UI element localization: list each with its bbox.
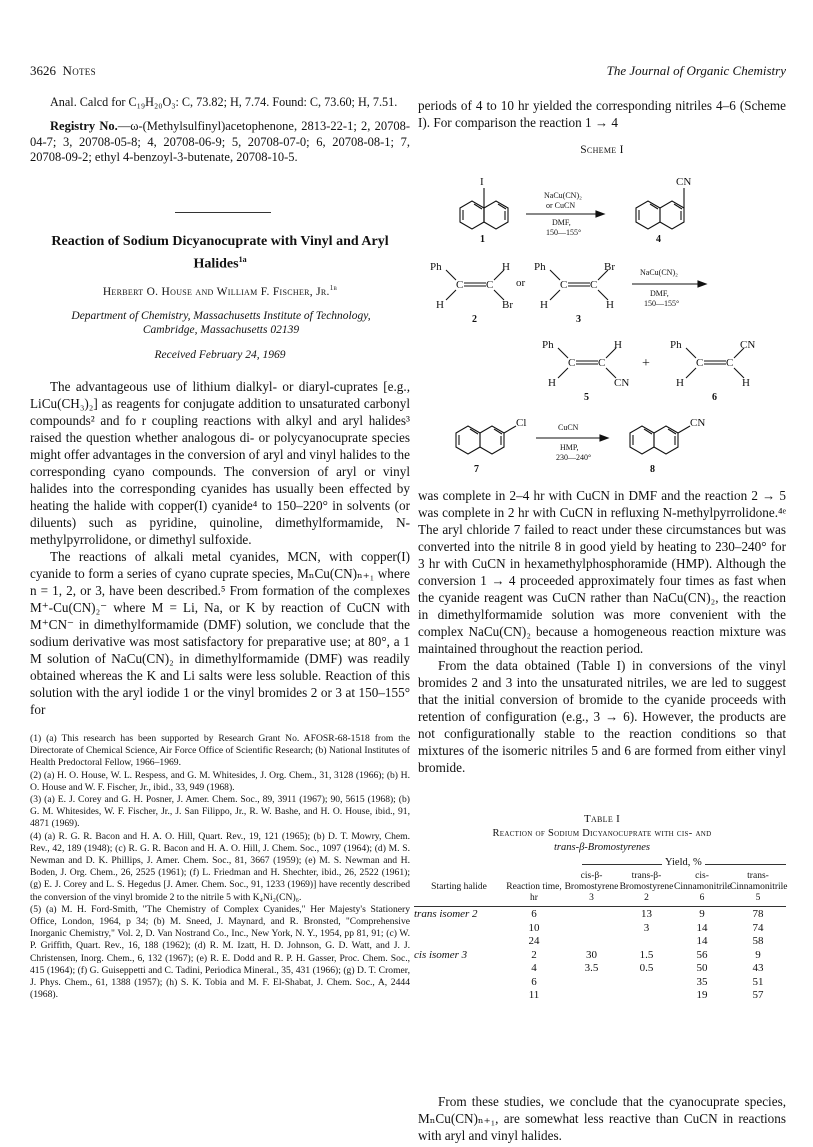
atom-c: C (696, 357, 704, 369)
compound-number-4: 4 (656, 234, 661, 245)
table-caption-1: Reaction of Sodium Dicyanocuprate with cis- and (492, 828, 712, 839)
table-cell (564, 935, 619, 949)
or-text: or (516, 277, 526, 289)
right-text-bottom (418, 1093, 786, 1144)
atom-cn-8: CN (690, 417, 706, 429)
table-body (414, 907, 786, 1003)
naphthonitrile-structure (636, 188, 684, 229)
section-name: Notes (62, 63, 96, 78)
table-cell: 78 (752, 908, 764, 920)
reagent-2: NaCu(CN)₂ (640, 268, 678, 277)
table-header-row (414, 871, 786, 907)
affiliation: Department of Chemistry, Massachusetts Institute of Technology, Cambridge, Massachusetts 02139 (71, 310, 371, 336)
table-row (414, 922, 786, 936)
table-cell: 14 (696, 935, 708, 947)
atom-c: C (590, 279, 598, 291)
table-row (414, 949, 786, 963)
table-cell (619, 935, 674, 949)
table-row (414, 935, 786, 949)
atom-ph: Ph (534, 261, 546, 273)
table-cell-halide (414, 935, 504, 949)
table-cell: 11 (528, 989, 540, 1001)
table-cell-halide (414, 976, 504, 990)
table-cell: 6 (531, 908, 537, 920)
left-body (30, 378, 410, 718)
atom-c: C (598, 357, 606, 369)
header-cis-cinnamonitrile: cis-Cinnamonitrile 6 (674, 871, 732, 903)
atom-i: I (480, 176, 484, 188)
header-trans-bromostyrene: trans-β-Bromostyrene 2 (619, 871, 674, 903)
table-cell (619, 976, 674, 990)
temperature-1: 150—155° (546, 228, 582, 237)
footnote-5: (5) (a) M. H. Ford-Smith, "The Chemistry of Complex Cyanides," Her Majesty's Stationery Office, London, 1964, p 34; (b) M. Sneed, J. Maynard, and R. Bronsted, "Comprehensive Inorganic Chemistry," Vol. 2, D. Van Nostrand Co., Inc., New York, N. Y., 1954, pp 81, 91; (c) W. P. Griffith, Quart. Rev., 16, 188 (1962); (d) R. M. Izatt, H. D. Johnson, G. D. Watt, and J. J. Christensen, Inorg. Chem., 6, 132 (1967); (e) R. E. Dodd and R. P. H. Gasser, Proc. Chem. Soc., 415 (1964); (f) G. Guiseppetti and C. Tadini, Periodica Mineral., 35, 431 (1966); (g) D. T. Cromer, J. Phys. Chem., 61, 1388 (1957); (h) S. K. Tobia and M. F. El-Shabat, J. Chem. Soc., A, 2444 (1968). (30, 903, 410, 1001)
received-date: Received February 24, 1969 (154, 349, 286, 361)
table-cell: 9 (699, 908, 705, 920)
paragraph-intro: The advantageous use of lithium dialkyl- or diaryl-cuprates [e.g., LiCu(CH₃)₂] as reagents for conjugate addition to unsaturated carbonyl compounds² and fo r coupling reactions with alkyl and aryl halides³ raised the question whether analogous di- or polycyanocuprate species might offer advantages in the conversion of aryl and vinyl halides to the corresponding cyano compounds. The conversion of aryl or vinyl halides into the corresponding cyanides has usually been effected by heating the halide with copper(I) cyanide⁴ to 150–220° in solvents (or diluents) such as pyridine, quinoline, dimethylformamide, N-methylpyrrolidone, or dimethyl sulfoxide. (30, 379, 410, 547)
reagent-1: NaCu(CN)₂ (544, 191, 582, 200)
atom-br: Br (502, 299, 513, 311)
atom-h: H (436, 299, 444, 311)
table-cell: 3.5 (584, 962, 599, 974)
registry-paragraph (30, 119, 410, 166)
table-cell: 0.5 (639, 962, 654, 974)
reagent-1-or: or CuCN (546, 201, 576, 210)
article-authors: Herbert O. House and William F. Fischer, Jr.$^{1b}$ (102, 284, 338, 298)
table-cell (564, 908, 619, 922)
journal-name: The Journal of Organic Chemistry (606, 63, 786, 78)
atom-cn-4: CN (676, 176, 692, 188)
paragraph-conclusion: From these studies, we conclude that the cyanocuprate species, MₙCu(CN)ₙ₊₁, are somewhat less reactive than CuCN in reactions with aryl and vinyl halides. (418, 1094, 786, 1143)
atom-ph: Ph (542, 339, 554, 351)
yield-header: Yield, % (662, 857, 705, 868)
footnote-4: (4) (a) R. G. R. Bacon and H. A. O. Hill, Quart. Rev., 19, 121 (1965); (b) D. T. Mowry, Chem. Rev., 42, 189 (1948); (c) R. G. R. Bacon and H. A. O. Hill, J. Chem. Soc., 1097 (1964); (d) M. S. Newman and D. K. Phillips, J. Amer. Chem. Soc., 81, 3667 (1959); (e) M. S. Newman and H. Boden, J. Org. Chem., 26, 2525 (1961); (f) L. Friedman and H. Shechter, ibid., 26, 2522 (1961); (g) E. J. Corey and L. S. Hegedus [J. Amer. Chem. Soc., 91, 1233 (1969)] have recently described the conversion of the vinyl bromide 2 to the nitrile 5 with K₄Ni₂(CN)₆. (30, 830, 410, 903)
vinyl-bromide-2-structure (446, 270, 504, 300)
analysis-line: Anal. Calcd for C₁₉H₂₀O₃: C, 73.82; H, 7.74. Found: C, 73.60; H, 7.51. (50, 95, 398, 109)
yield-header-row (414, 857, 786, 871)
compound-number-7: 7 (474, 464, 479, 475)
page-number: 3626 Notes (30, 63, 96, 78)
table-cell: 6 (531, 975, 537, 988)
atom-c: C (568, 357, 576, 369)
header-reaction-time: Reaction time, hr (506, 882, 562, 903)
table-cell: 1.5 (639, 948, 654, 961)
arrow-head-1 (596, 211, 604, 217)
table-cell-halide: trans isomer 2 (414, 908, 478, 920)
arrow-head-2 (698, 281, 706, 287)
compound-number-2: 2 (472, 314, 477, 325)
atom-h: H (614, 339, 622, 351)
right-text-middle (418, 487, 786, 776)
title-footnote-mark: 1a (238, 255, 247, 264)
compound-number-1: 1 (480, 234, 485, 245)
compound-number-3: 3 (576, 314, 581, 325)
atom-h: H (502, 261, 510, 273)
atom-c: C (560, 279, 568, 291)
atom-br: Br (604, 261, 615, 273)
table-cell: 13 (641, 908, 652, 920)
paragraph-conditions: was complete in 2–4 hr with CuCN in DMF and the reaction 2 → 5 was complete in 2 hr with CuCN in refluxing N-methylpyrrolidone.⁴ᵉ The aryl chloride 7 failed to react under these circumstances but was converted into the nitrile 8 in good yield by heating to 230–240° for 3 hr with CuCN in hexamethylphosphoramide (HMP). Although the conversion 1 → 4 proceeded approximately four times as fast when the cyanide reagent was CuCN rather than NaCu(CN)₂, the reaction in dimethylformamide solution was more convenient with the complex NaCu(CN)₂ because a homogeneous reaction mixture was maintained throughout the reaction period. (418, 488, 786, 656)
table-cell-halide (414, 989, 504, 1003)
atom-ph: Ph (670, 339, 682, 351)
table-row (414, 908, 786, 922)
authors-footnote-mark: 1b (329, 284, 338, 292)
atom-c: C (486, 279, 494, 291)
table-cell: 74 (752, 921, 764, 934)
table-cell (564, 976, 619, 990)
table-cell-halide (414, 922, 504, 936)
chloronaphthalene-structure (456, 426, 516, 454)
vinyl-bromide-3-structure (550, 270, 608, 300)
table-cell: 4 (531, 962, 537, 974)
atom-h: H (742, 377, 750, 389)
naphthalene-iodide-structure (460, 188, 508, 229)
solvent-2: DMF, (650, 289, 669, 298)
registry-text: —ω-(Methylsulfinyl)acetophenone, 2813-22-1; 2, 20708-04-7; 3, 20708-05-8; 4, 20708-06-9; 5, 20708-07-0; 6, 20708-08-1; 7, 20708-09-2; ethyl 4-benzoyl-3-butenate, 20708-10-5. (30, 119, 410, 164)
solvent-1: DMF, (552, 218, 571, 227)
table-cell: 35 (696, 975, 708, 988)
table-cell: 58 (752, 935, 764, 947)
table-cell-halide (414, 962, 504, 976)
table-cell (619, 989, 674, 1003)
atom-cn: CN (740, 339, 756, 351)
table-row (414, 962, 786, 976)
nitrile-5-structure (558, 348, 616, 378)
data-table (414, 857, 786, 1003)
compound-number-6: 6 (712, 392, 717, 403)
table-row (414, 989, 786, 1003)
footnote-3: (3) (a) E. J. Corey and G. H. Posner, J. Amer. Chem. Soc., 89, 3911 (1967); 90, 5615 (1968); (b) G. M. Whitesides, W. F. Fischer, Jr., J. San Filippo, Jr., R. W. Bashe, and H. O. House, ibid., 91, 4871 (1969). (30, 794, 410, 830)
atom-c: C (726, 357, 734, 369)
table-cell: 24 (528, 935, 540, 947)
header-trans-cinnamonitrile: trans-Cinnamonitrile 5 (730, 871, 788, 903)
footnotes (30, 733, 410, 1001)
footnote-2: (2) (a) H. O. House, W. L. Respess, and G. M. Whitesides, J. Org. Chem., 31, 3128 (1966); (b) H. O. House and W. F. Fischer, Jr., ibid., 33, 949 (1968). (30, 769, 410, 793)
table-title: Table I (583, 813, 621, 825)
table-cell (564, 922, 619, 936)
temperature-3: 230—240° (556, 453, 592, 462)
naphthonitrile-8-structure (630, 426, 690, 454)
plus-sign: + (642, 356, 650, 371)
table-cell: 10 (528, 921, 540, 934)
table-cell: 56 (696, 948, 708, 961)
atom-cl: Cl (516, 417, 527, 429)
atom-h: H (676, 377, 684, 389)
table-cell: 3 (643, 921, 650, 934)
footnote-1: (1) (a) This research has been supported by Research Grant No. AFOSR-68-1518 from the Directorate of Chemical Science, Air Force Office of Scientific Research; (b) National Institutes of Health Predoctoral Fellow, 1966–1969. (30, 733, 410, 769)
table-row (414, 976, 786, 990)
paragraph-cuprates: The reactions of alkali metal cyanides, MCN, with copper(I) cyanide to form a series of cyano cuprate species, MₙCu(CN)ₙ₊₁ where n = 1, 2, or 3, have been described.⁵ From formation of the complexes M⁺-Cu(CN)₂⁻ where M = Li, Na, or K by reaction of CuCN with M⁺CN⁻ in dimethylformamide (DMF) solution, we conclude that the sodium derivative was most satisfactory for preparative use; at 80°, a 1 M solution of NaCu(CN)₂ in dimethylformamide (DMF) was readily obtained whereas the K and Li salts were less soluble. Reaction of this solution with the aryl iodide 1 or the vinyl bromides 2 or 3 at 150–155° for (30, 549, 410, 717)
arrow-head-3 (600, 435, 608, 441)
article-divider (175, 212, 271, 213)
table-cell: 43 (752, 962, 764, 974)
atom-h: H (606, 299, 614, 311)
reagent-3: CuCN (558, 423, 579, 432)
atom-h: H (548, 377, 556, 389)
atom-cn: CN (614, 377, 630, 389)
table-cell: 57 (752, 989, 764, 1001)
scheme-title: Scheme I (580, 144, 624, 156)
table-cell-halide: cis isomer 3 (414, 948, 468, 961)
paragraph-scheme-ref: periods of 4 to 10 hr yielded the corresponding nitriles 4–6 (Scheme I). For comparison the reaction 1 → 4 (418, 98, 786, 130)
table-cell: 14 (696, 921, 708, 934)
table-cell (564, 989, 619, 1003)
solvent-3: HMP, (560, 443, 579, 452)
table-cell: 51 (752, 975, 764, 988)
temperature-2: 150—155° (644, 299, 680, 308)
paragraph-configuration: From the data obtained (Table I) in conversions of the vinyl bromides 2 and 3 into the unsaturated nitriles, we are led to suggest that the initial conversion of bromide to the cyanide proceeds with retention of configuration (e.g., 3 → 6). However, the products are not configurationally stable to the reaction conditions so that mixtures of the isomeric nitriles 5 and 6 are formed from either vinyl bromide. (418, 658, 786, 775)
table-cell: 2 (531, 948, 537, 961)
compound-number-5: 5 (584, 392, 589, 403)
nitrile-6-structure (686, 348, 744, 378)
header-starting-halide: Starting halide (431, 882, 487, 892)
compound-number-8: 8 (650, 464, 655, 475)
article-title: Reaction of Sodium Dicyanocuprate with Vinyl and Aryl Halides$^{1a}$ (51, 234, 389, 272)
right-text-top (418, 97, 786, 131)
scheme-drawing (418, 158, 786, 483)
header-cis-bromostyrene: cis-β-Bromostyrene 3 (564, 871, 619, 903)
atom-h: H (540, 299, 548, 311)
previous-article-end (30, 95, 410, 166)
atom-c: C (456, 279, 464, 291)
table-cell: 50 (696, 962, 708, 974)
table-caption-2: trans-β-Bromostyrenes (553, 842, 651, 853)
registry-label: Registry No. (50, 119, 118, 133)
table-cell: 19 (696, 989, 708, 1001)
atom-ph: Ph (430, 261, 442, 273)
table-cell: 9 (755, 948, 761, 961)
table-cell: 30 (586, 948, 597, 961)
